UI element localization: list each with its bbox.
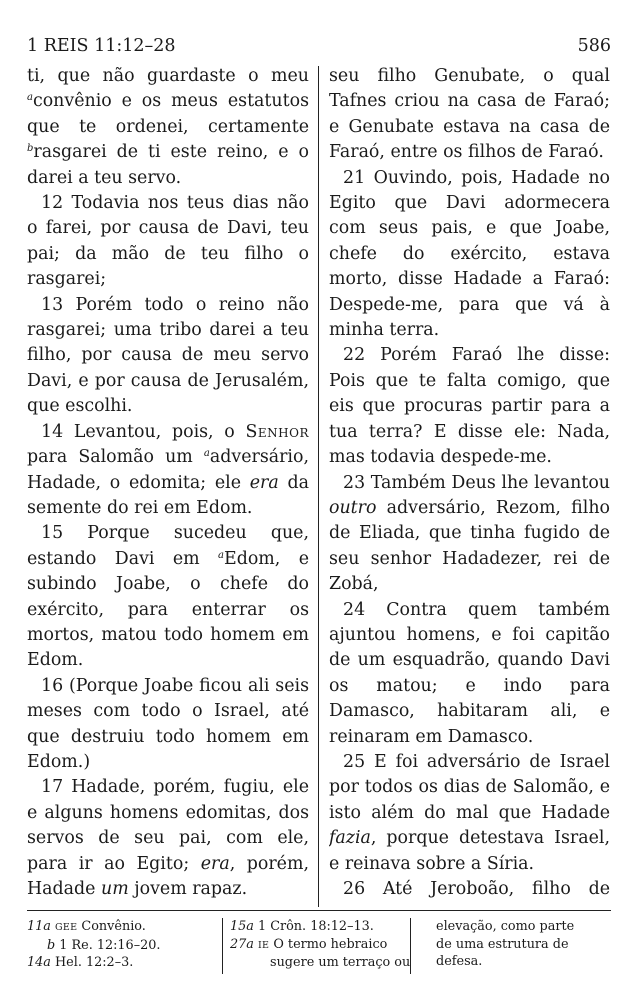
verse-26: 26 Até Jeroboão, filho de — [343, 879, 610, 899]
footnote-entry[interactable]: 14a Hel. 12:2–3. — [27, 955, 134, 970]
verse-12: 12 Todavia nos teus dias não o farei, por causa de Davi, teu pai; da mão de teu filho o rasgarei; — [27, 193, 309, 290]
left-text-column — [27, 64, 309, 904]
footnote-entry[interactable]: 11a GEE Convênio. — [27, 919, 146, 934]
footnote-entry-continuation: elevação, como parte — [436, 919, 575, 934]
verse-20-continuation: seu filho Genubate, o qual Tafnes criou na casa de Faraó; e Genubate estava na casa de Faraó, entre os filhos de Faraó. — [329, 66, 610, 163]
verse-17: 17 Hadade, porém, fugiu, ele e alguns homens edomitas, dos servos de seu pai, com ele, para ir ao Egito; era, porém, Hadade um jovem rapaz. — [27, 777, 309, 899]
footnote-entry-continuation: de uma estrutura de — [436, 936, 569, 952]
verse-13: 13 Porém todo o reino não rasgarei; uma tribo darei a teu filho, por causa de meu servo Davi, e por causa de Jerusalém, que escolhi. — [27, 294, 309, 417]
verse-21: 21 Ouvindo, pois, Hadade no Egito que Davi adormecera com seus pais, e que Joabe, chefe do exército, estava morto, disse Hadade a Faraó: Despede-me, para que vá à minha terra. — [329, 167, 610, 341]
footnotes-column-3 — [436, 918, 616, 971]
lord-small-caps: Senhor — [245, 421, 309, 442]
verse-11-continuation: ti, que não guardaste o meu $^a$convênio e os meus estatutos que te ordenei, certamente $^b$rasgarei de ti este reino, e o darei a teu servo. — [27, 66, 309, 188]
verse-24: 24 Contra quem também ajuntou homens, e foi capitão de um esquadrão, quando Davi os matou; e indo para Damasco, habitaram ali, e reinaram em Damasco. — [329, 599, 610, 747]
verse-14: 14 Levantou, pois, o Senhor para Salomão um $^a$adversário, Hadade, o edomita; ele era da semente do rei em Edom. — [27, 421, 309, 518]
page-number: 586 — [577, 36, 611, 56]
footnotes-column-2 — [230, 918, 410, 972]
footnote-entry[interactable]: b 1 Re. 12:16–20. — [47, 937, 161, 953]
verse-15: 15 Porque sucedeu que, estando Davi em $^a$Edom, e subindo Joabe, o chefe do exército, para enterrar os mortos, matou todo homem em Edom. — [27, 523, 309, 671]
footnote-entry[interactable]: 27a IE O termo hebraico — [230, 936, 388, 952]
footnote-marker[interactable]: a — [27, 92, 33, 104]
footnote-entry[interactable]: 15a 1 Crôn. 18:12–13. — [230, 919, 374, 934]
right-text-column — [329, 64, 610, 904]
page-header — [27, 36, 611, 60]
verse-25: 25 E foi adversário de Israel por todos os dias de Salomão, e isto além do mal que Hadade fazia, porque detestava Israel, e reinava sobre a Síria. — [329, 751, 610, 874]
footnote-rule — [27, 910, 611, 911]
footnote-divider — [410, 918, 411, 974]
verse-18 — [27, 902, 309, 904]
verse-16: 16 (Porque Joabe ficou ali seis meses com todo o Israel, até que destruiu todo homem em Edom.) — [27, 675, 309, 772]
footnote-marker[interactable]: a — [218, 549, 224, 561]
footnote-divider — [222, 918, 223, 974]
verse-23: 23 Também Deus lhe levantou outro adversário, Rezom, filho de Eliada, que tinha fugido de seu senhor Hadadezer, rei de Zobá, — [329, 472, 610, 595]
footnotes-column-1 — [27, 918, 217, 972]
footnote-entry-continuation: defesa. — [436, 954, 483, 969]
footnote-entry-continuation: sugere um terraço ou — [270, 955, 411, 970]
footnote-marker[interactable]: b — [27, 143, 34, 155]
footnote-marker[interactable]: a — [203, 448, 210, 460]
column-divider — [318, 66, 319, 907]
chapter-reference: 1 REIS 11:12–28 — [27, 36, 176, 56]
verse-22: 22 Porém Faraó lhe disse: Pois que te falta comigo, que eis que procuras partir para a tua terra? E disse ele: Nada, mas todavia despede-me. — [329, 345, 610, 468]
